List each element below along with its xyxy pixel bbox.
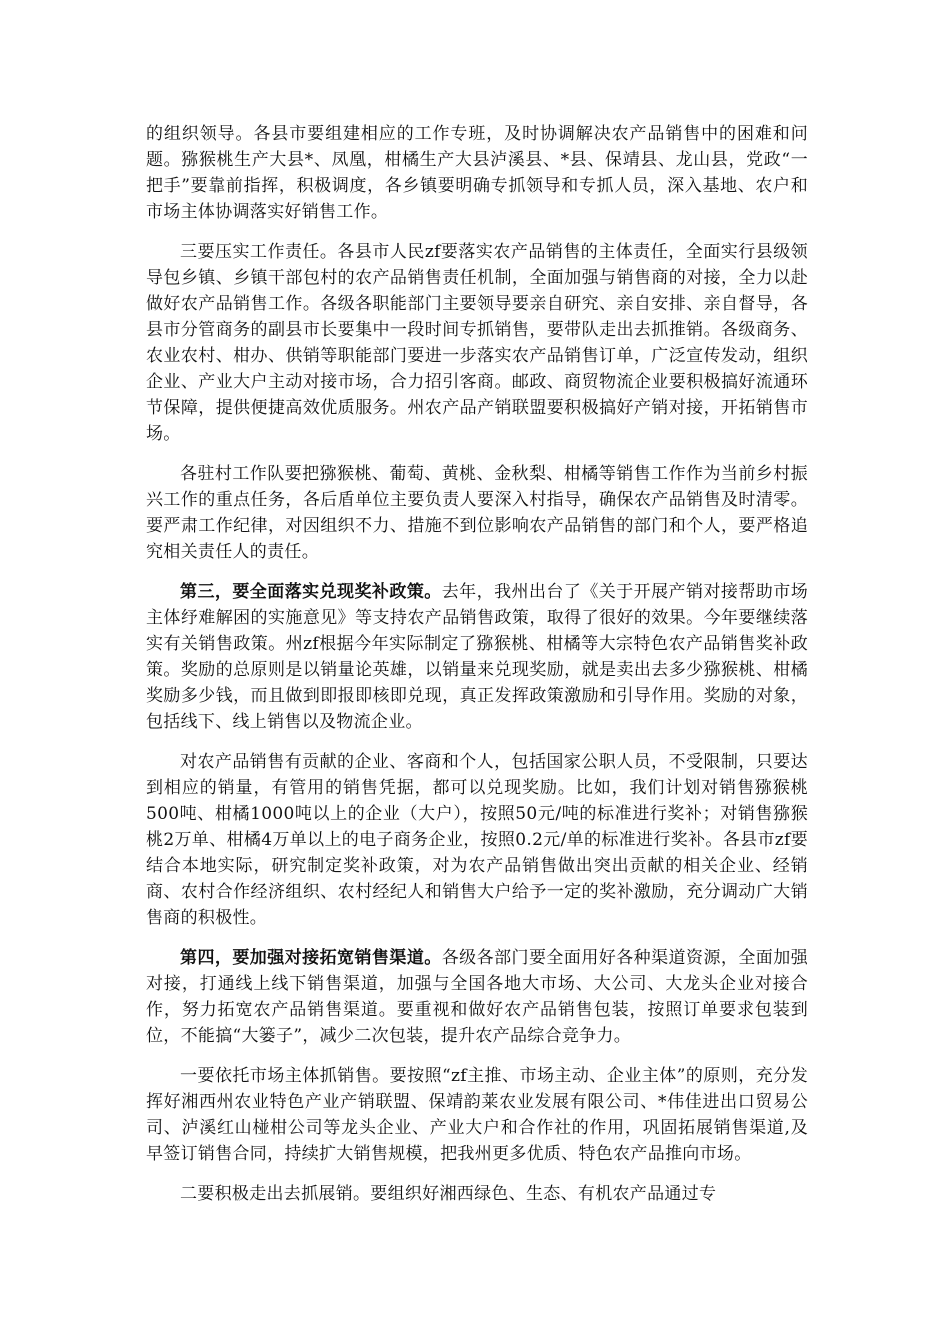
paragraph-8-text: 二要积极走出去抓展销。要组织好湘西绿色、生态、有机农产品通过专 [180, 1184, 717, 1204]
paragraph-3 [146, 461, 808, 565]
paragraph-8 [146, 1181, 808, 1207]
paragraph-6-text: 各级各部门要全面用好各种渠道资源，全面加强对接，打通线上线下销售渠道，加强与全国各地大市场、大公司、大龙头企业对接合作，努力拓宽农产品销售渠道。要重视和做好农产品销售包装，按照订单要求包装到位，不能搞“大篓子”，减少二次包装，提升农产品综合竞争力。 [146, 948, 808, 1046]
paragraph-7-text: 一要依托市场主体抓销售。要按照“zf主推、市场主动、企业主体”的原则，充分发挥好湘西州农业特色产业产销联盟、保靖韵莱农业发展有限公司、*伟佳进出口贸易公司、泸溪红山椪柑公司等龙头企业、产业大户和合作社的作用，巩固拓展销售渠道,及早签订销售合同，持续扩大销售规模，把我州更多优质、特色农产品推向市场。 [146, 1066, 808, 1164]
paragraph-4-text: 去年，我州出台了《关于开展产销对接帮助市场主体纾难解困的实施意见》等支持农产品销售政策，取得了很好的效果。今年要继续落实有关销售政策。州zf根据今年实际制定了猕猴桃、柑橘等大宗特色农产品销售奖补政策。奖励的总原则是以销量论英雄，以销量来兑现奖励，就是卖出去多少猕猴桃、柑橘奖励多少钱，而且做到即报即核即兑现，真正发挥政策激励和引导作用。奖励的对象，包括线下、线上销售以及物流企业。 [146, 582, 808, 732]
document-body [146, 121, 808, 1221]
paragraph-4 [146, 579, 808, 735]
paragraph-5-text: 对农产品销售有贡献的企业、客商和个人，包括国家公职人员，不受限制，只要达到相应的销量，有管用的销售凭据，都可以兑现奖励。比如，我们计划对销售猕猴桃500吨、柑橘1000吨以上的企业（大户），按照50元/吨的标准进行奖补；对销售猕猴桃2万单、柑橘4万单以上的电子商务企业，按照0.2元/单的标准进行奖补。各县市zf要结合本地实际，研究制定奖补政策，对为农产品销售做出突出贡献的相关企业、经销商、农村合作经济组织、农村经纪人和销售大户给予一定的奖补激励，充分调动广大销售商的积极性。 [146, 752, 808, 928]
paragraph-5 [146, 749, 808, 931]
section-heading-third: 第三，要全面落实兑现奖补政策。 [180, 582, 442, 602]
paragraph-2-text: 三要压实工作责任。各县市人民zf要落实农产品销售的主体责任，全面实行县级领导包乡镇、乡镇干部包村的农产品销售责任机制，全面加强与销售商的对接，全力以赴做好农产品销售工作。各级各职能部门主要领导要亲自研究、亲自安排、亲自督导，各县市分管商务的副县市长要集中一段时间专抓销售，要带队走出去抓推销。各级商务、农业农村、柑办、供销等职能部门要进一步落实农产品销售订单，广泛宣传发动，组织企业、产业大户主动对接市场，合力招引客商。邮政、商贸物流企业要积极搞好流通环节保障，提供便捷高效优质服务。州农产品产销联盟要积极搞好产销对接，开拓销售市场。 [146, 242, 808, 444]
section-heading-fourth: 第四，要加强对接拓宽销售渠道。 [180, 948, 442, 968]
paragraph-7 [146, 1063, 808, 1167]
paragraph-1 [146, 121, 808, 225]
paragraph-3-text: 各驻村工作队要把猕猴桃、葡萄、黄桃、金秋梨、柑橘等销售工作作为当前乡村振兴工作的重点任务，各后盾单位主要负责人要深入村指导，确保农产品销售及时清零。要严肃工作纪律，对因组织不力、措施不到位影响农产品销售的部门和个人，要严格追究相关责任人的责任。 [146, 464, 808, 562]
paragraph-6 [146, 945, 808, 1049]
paragraph-2 [146, 239, 808, 447]
paragraph-1-text: 的组织领导。各县市要组建相应的工作专班，及时协调解决农产品销售中的困难和问题。猕猴桃生产大县*、凤凰，柑橘生产大县泸溪县、*县、保靖县、龙山县，党政“一把手”要靠前指挥，积极调度，各乡镇要明确专抓领导和专抓人员，深入基地、农户和市场主体协调落实好销售工作。 [146, 124, 808, 222]
